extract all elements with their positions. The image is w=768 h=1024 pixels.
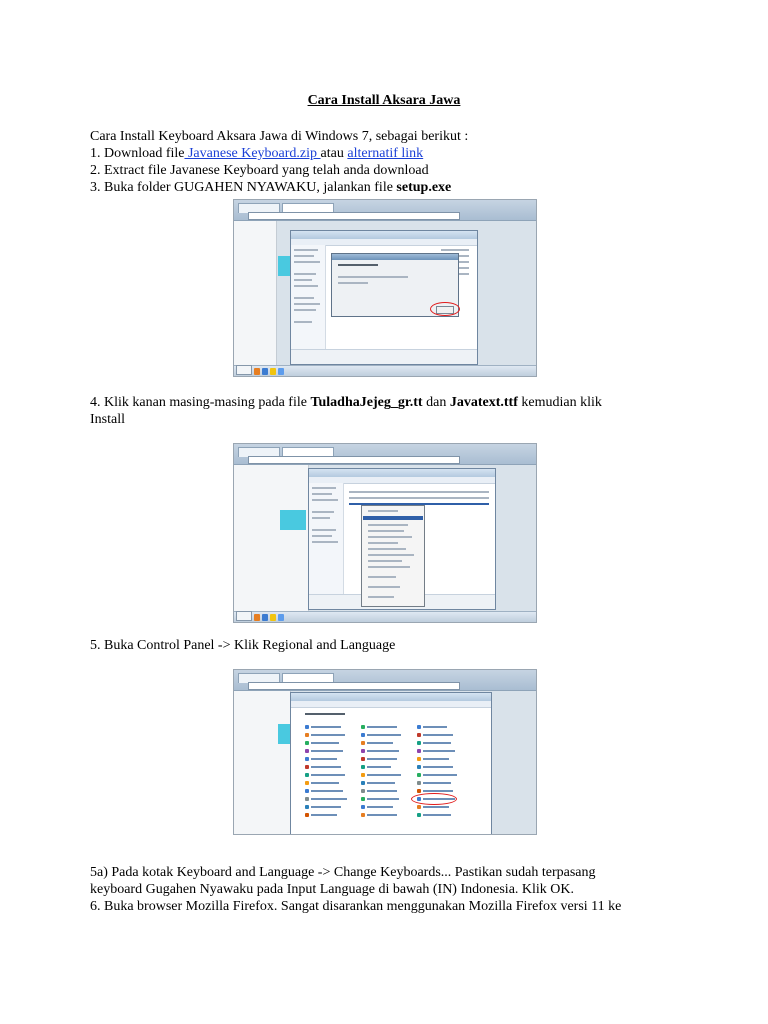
taskbar (234, 611, 536, 622)
javatext-filename: Javatext.ttf (449, 395, 518, 410)
control-panel-window (290, 692, 492, 835)
highlight-box (278, 724, 290, 744)
step-1-mid: atau (320, 146, 348, 161)
step-4-text-3: kemudian klik (517, 395, 602, 410)
tuladhajejeg-filename: TuladhaJejeg_gr.tt (310, 395, 423, 410)
taskbar (234, 365, 536, 376)
red-annotation-circle (430, 302, 460, 316)
screenshot-setup-installer (233, 199, 537, 377)
explorer-window (290, 230, 478, 365)
red-annotation-circle (411, 793, 457, 805)
setup-exe-filename: setup.exe (396, 180, 452, 195)
step-3 (90, 179, 451, 196)
step-5a-line-2: keyboard Gugahen Nyawaku pada Input Language di bawah (IN) Indonesia. Klik OK. (90, 882, 575, 897)
highlight-box (280, 510, 306, 530)
explorer-window (308, 468, 496, 610)
context-menu (361, 505, 425, 607)
browser-chrome (234, 444, 536, 465)
step-5: 5. Buka Control Panel -> Klik Regional and Language (90, 638, 396, 653)
browser-chrome (234, 200, 536, 221)
screenshot-font-install (233, 443, 537, 623)
step-5a-line-1: 5a) Pada kotak Keyboard and Language -> Change Keyboards... Pastikan sudah terpasang (90, 865, 596, 880)
step-4 (90, 394, 602, 411)
screenshot-control-panel (233, 669, 537, 835)
highlight-box (278, 256, 290, 276)
installer-dialog (331, 253, 459, 317)
step-1-prefix: 1. Download file (90, 146, 185, 161)
step-2: 2. Extract file Javanese Keyboard yang telah anda download (90, 163, 429, 178)
step-6: 6. Buka browser Mozilla Firefox. Sangat disarankan menggunakan Mozilla Firefox versi 11 ke (90, 899, 622, 914)
document-title: Cara Install Aksara Jawa (307, 93, 461, 108)
browser-chrome (234, 670, 536, 691)
step-3-text: 3. Buka folder GUGAHEN NYAWAKU, jalankan file (90, 180, 397, 195)
step-1 (90, 145, 423, 162)
javanese-keyboard-zip-link[interactable]: Javanese Keyboard.zip (184, 146, 321, 161)
step-4-text-1: 4. Klik kanan masing-masing pada file (90, 395, 311, 410)
step-4-line-2: Install (90, 412, 125, 427)
step-4-text-2: dan (422, 395, 450, 410)
alternatif-link[interactable]: alternatif link (347, 146, 424, 161)
intro-text: Cara Install Keyboard Aksara Jawa di Windows 7, sebagai berikut : (90, 129, 469, 144)
